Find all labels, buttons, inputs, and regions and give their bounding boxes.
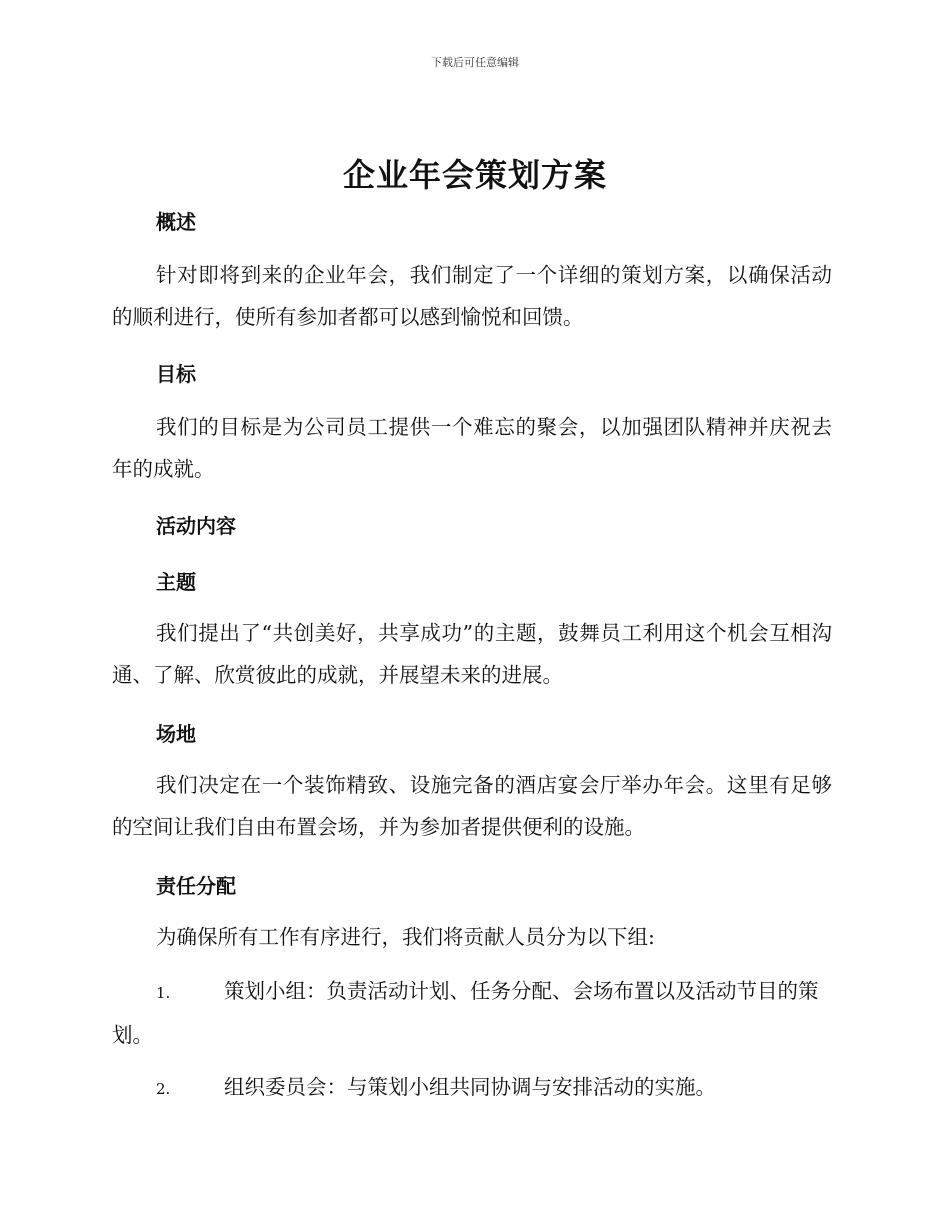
paragraph-responsibility-intro: 为确保所有工作有序进行，我们将贡献人员分为以下组: (156, 925, 655, 949)
heading-venue: 场地 (156, 722, 196, 746)
heading-overview: 概述 (156, 210, 196, 234)
paragraph-overview: 针对即将到来的企业年会，我们制定了一个详细的策划方案，以确保活动的顺利进行，使所有参加者都可以感到愉悦和回馈。 (112, 263, 832, 329)
paragraph-theme: 我们提出了“共创美好，共享成功”的主题，鼓舞员工利用这个机会互相沟通、了解、欣赏彼此的成就，并展望未来的进展。 (112, 621, 832, 687)
paragraph-goal: 我们的目标是为公司员工提供一个难忘的聚会，以加强团队精神并庆祝去年的成就。 (112, 415, 832, 481)
heading-theme: 主题 (156, 570, 196, 594)
paragraph-venue: 我们决定在一个装饰精致、设施完备的酒店宴会厅举办年会。这里有足够的空间让我们自由布置会场，并为参加者提供便利的设施。 (112, 773, 832, 839)
list-item (112, 970, 832, 1056)
list-item-number: 2. (156, 1080, 171, 1098)
document-title: 企业年会策划方案 (342, 156, 607, 194)
heading-goal: 目标 (156, 362, 196, 386)
heading-responsibility: 责任分配 (156, 874, 236, 898)
list-item-number: 1. (156, 984, 171, 1002)
heading-activity: 活动内容 (156, 514, 236, 538)
header-note: 下载后可任意编辑 (431, 56, 519, 69)
list-item (112, 1066, 832, 1110)
list-item-text: 组织委员会：与策划小组共同协调与安排活动的实施。 (224, 1075, 716, 1099)
list-item-text: 策划小组：负责活动计划、任务分配、会场布置以及活动节目的策划。 (112, 979, 819, 1047)
